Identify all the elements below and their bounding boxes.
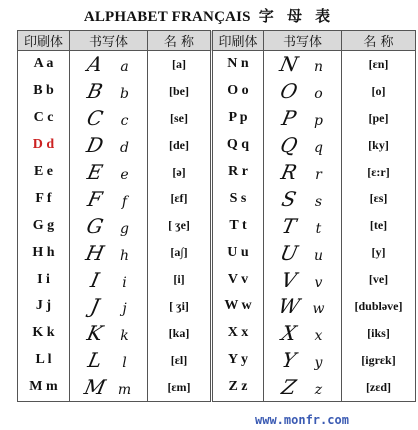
printed-letter: Y y — [212, 347, 264, 374]
script-lowercase: v — [314, 274, 323, 291]
script-uppercase: N — [277, 52, 300, 77]
printed-letter: A a — [18, 51, 70, 78]
script-letter — [70, 239, 148, 266]
script-lowercase: w — [312, 301, 325, 318]
printed-letter: I i — [18, 266, 70, 293]
title-chinese: 字 母 表 — [258, 7, 335, 25]
page-title — [0, 5, 418, 26]
printed-letter: T t — [212, 212, 264, 239]
script-lowercase: b — [120, 86, 129, 103]
script-lowercase: f — [121, 193, 128, 210]
script-uppercase: D — [83, 133, 106, 158]
script-letter — [264, 266, 342, 293]
script-uppercase: T — [279, 213, 298, 238]
printed-letter: P p — [212, 105, 264, 132]
script-uppercase: B — [84, 79, 105, 104]
script-uppercase: Y — [279, 348, 298, 373]
letter-name: [zɛd] — [342, 374, 416, 401]
printed-letter: O o — [212, 78, 264, 105]
letter-name: [te] — [342, 212, 416, 239]
script-lowercase: z — [314, 382, 323, 399]
header-script: 书写体 — [70, 31, 148, 51]
header-print: 印刷体 — [212, 31, 264, 51]
printed-letter: M m — [18, 374, 70, 401]
script-lowercase: d — [120, 140, 129, 157]
script-uppercase: W — [275, 294, 302, 319]
letter-name: [a] — [148, 51, 212, 78]
table-body — [18, 51, 416, 402]
script-uppercase: F — [84, 186, 104, 211]
script-letter — [264, 105, 342, 132]
header-script: 书写体 — [264, 31, 342, 51]
script-letter — [264, 78, 342, 105]
script-uppercase: M — [81, 375, 108, 400]
script-lowercase: q — [314, 140, 323, 157]
table-row — [18, 185, 416, 212]
script-letter — [70, 374, 148, 401]
script-uppercase: J — [87, 294, 102, 319]
letter-name: [dublәve] — [342, 293, 416, 320]
script-letter — [70, 266, 148, 293]
script-letter — [264, 347, 342, 374]
letter-name: [ɛm] — [148, 374, 212, 401]
script-lowercase: s — [314, 193, 323, 210]
printed-letter: H h — [18, 239, 70, 266]
letter-name: [ə] — [148, 159, 212, 186]
printed-letter: B b — [18, 78, 70, 105]
letter-name: [ ʒe] — [148, 212, 212, 239]
header-name: 名 称 — [342, 31, 416, 51]
script-uppercase: S — [279, 186, 298, 211]
letter-name: [ve] — [342, 266, 416, 293]
script-letter — [70, 132, 148, 159]
printed-letter: Z z — [212, 374, 264, 401]
site-url[interactable]: www.monfr.com — [255, 413, 349, 427]
script-lowercase: k — [120, 328, 129, 345]
table-row — [18, 51, 416, 78]
letter-name: [iks] — [342, 320, 416, 347]
script-lowercase: t — [315, 220, 322, 237]
printed-letter: K k — [18, 320, 70, 347]
printed-letter: L l — [18, 347, 70, 374]
script-lowercase: i — [122, 274, 127, 291]
letter-name: [ɛs] — [342, 185, 416, 212]
script-lowercase: c — [120, 113, 129, 130]
script-letter — [70, 78, 148, 105]
script-letter — [70, 159, 148, 186]
table-header-row — [18, 31, 416, 51]
script-letter — [264, 293, 342, 320]
script-lowercase: h — [119, 247, 130, 264]
printed-letter: F f — [18, 185, 70, 212]
printed-letter: R r — [212, 159, 264, 186]
letter-name: [ɛl] — [148, 347, 212, 374]
printed-letter: G g — [18, 212, 70, 239]
script-lowercase: g — [120, 220, 129, 237]
table-row — [18, 266, 416, 293]
table-row — [18, 239, 416, 266]
script-letter — [264, 159, 342, 186]
printed-letter: J j — [18, 293, 70, 320]
header-print: 印刷体 — [18, 31, 70, 51]
script-letter — [70, 105, 148, 132]
script-uppercase: C — [84, 106, 105, 131]
letter-name: [de] — [148, 132, 212, 159]
letter-name: [ ʒi] — [148, 293, 212, 320]
printed-letter: W w — [212, 293, 264, 320]
letter-name: [o] — [342, 78, 416, 105]
script-letter — [70, 185, 148, 212]
letter-name: [y] — [342, 239, 416, 266]
script-lowercase: p — [314, 113, 323, 130]
script-uppercase: X — [278, 321, 299, 346]
script-letter — [264, 320, 342, 347]
letter-name: [igrɛk] — [342, 347, 416, 374]
table-row — [18, 374, 416, 401]
alphabet-table — [17, 30, 416, 402]
table-row — [18, 105, 416, 132]
script-lowercase: a — [120, 59, 129, 76]
letter-name: [i] — [148, 266, 212, 293]
table-row — [18, 159, 416, 186]
table-row — [18, 78, 416, 105]
script-letter — [70, 347, 148, 374]
script-letter — [70, 320, 148, 347]
script-uppercase: I — [87, 267, 102, 292]
script-letter — [264, 185, 342, 212]
script-uppercase: U — [277, 240, 300, 265]
script-uppercase: Q — [277, 133, 300, 158]
letter-name: [pe] — [342, 105, 416, 132]
script-lowercase: x — [314, 328, 323, 345]
script-uppercase: R — [278, 160, 299, 184]
letter-name: [ɛn] — [342, 51, 416, 78]
script-lowercase: u — [313, 247, 324, 264]
script-letter — [264, 239, 342, 266]
printed-letter: X x — [212, 320, 264, 347]
printed-letter: N n — [212, 51, 264, 78]
script-uppercase: H — [83, 240, 106, 265]
header-name: 名 称 — [148, 31, 212, 51]
script-letter — [70, 51, 148, 78]
script-lowercase: o — [314, 86, 323, 103]
letter-name: [ɛ:r] — [342, 159, 416, 186]
script-uppercase: P — [279, 106, 298, 131]
script-letter — [70, 212, 148, 239]
table-row — [18, 347, 416, 374]
script-lowercase: l — [122, 355, 127, 372]
letter-name: [ky] — [342, 132, 416, 159]
letter-name: [ka] — [148, 320, 212, 347]
script-lowercase: y — [314, 355, 323, 372]
printed-letter: S s — [212, 185, 264, 212]
script-letter — [264, 132, 342, 159]
script-uppercase: L — [85, 348, 104, 373]
letter-name: [se] — [148, 105, 212, 132]
printed-letter: U u — [212, 239, 264, 266]
script-uppercase: G — [83, 213, 106, 238]
letter-name: [a∫] — [148, 239, 212, 266]
script-uppercase: V — [278, 267, 299, 292]
script-letter — [264, 212, 342, 239]
script-lowercase: j — [122, 301, 127, 318]
script-letter — [70, 293, 148, 320]
table-row — [18, 320, 416, 347]
printed-letter: V v — [212, 266, 264, 293]
script-uppercase: Z — [278, 375, 299, 400]
table-row — [18, 293, 416, 320]
table-row — [18, 132, 416, 159]
printed-letter: C c — [18, 105, 70, 132]
script-uppercase: A — [84, 52, 105, 77]
printed-letter: E e — [18, 159, 70, 186]
script-lowercase: m — [117, 382, 132, 399]
script-lowercase: e — [120, 167, 129, 183]
title-latin: ALPHABET FRANÇAIS — [83, 9, 251, 25]
script-lowercase: r — [315, 167, 322, 183]
table-row — [18, 212, 416, 239]
script-lowercase: n — [313, 59, 324, 76]
script-letter — [264, 51, 342, 78]
printed-letter: Q q — [212, 132, 264, 159]
script-letter — [264, 374, 342, 401]
script-uppercase: O — [277, 79, 300, 104]
letter-name: [be] — [148, 78, 212, 105]
script-uppercase: E — [84, 160, 105, 184]
script-uppercase: K — [84, 321, 105, 346]
printed-letter: D d — [18, 132, 70, 159]
letter-name: [ɛf] — [148, 185, 212, 212]
